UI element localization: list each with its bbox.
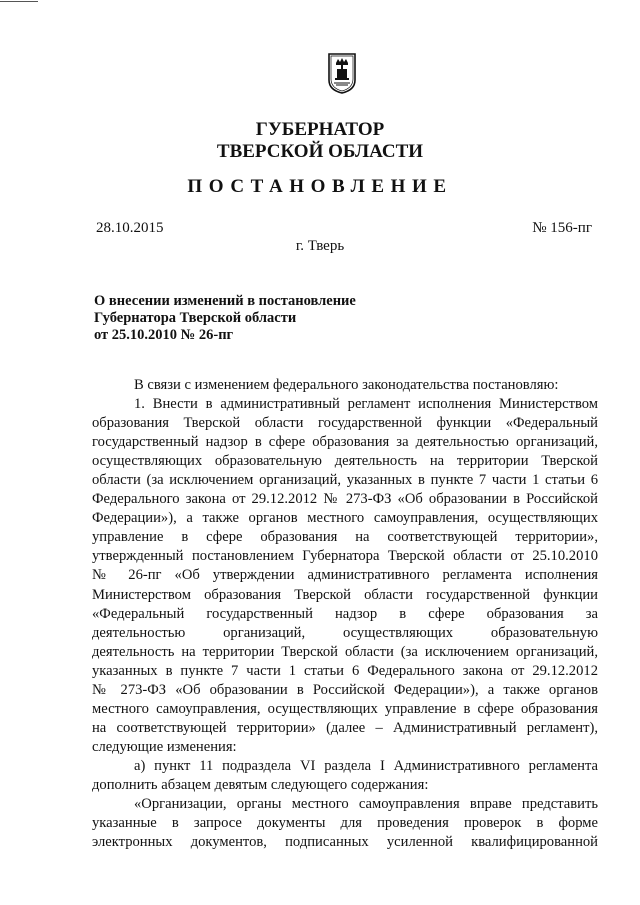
body-line: указанные в запросе документы для проведения проверок в форме (92, 815, 598, 832)
body-line: Министерством образования Тверской области государственной функции (92, 586, 598, 603)
body-line: № 26-пг «Об утверждении административного регламента исполнения (92, 567, 598, 584)
body-line: а) пункт 11 подраздела VI раздела I Административного регламента (134, 757, 598, 774)
body-line: образования Тверской области государственной функции «Федеральный (92, 415, 598, 432)
scan-edge-mark (0, 1, 38, 2)
body-line: Федерального закона от 29.12.2012 № 273-ФЗ «Об образовании в Российской (92, 491, 598, 508)
body-line: «Федеральный государственный надзор в сфере образования за (92, 605, 598, 622)
document-number: № 156-пг (532, 220, 592, 236)
subject-line: от 25.10.2010 № 26-пг (94, 327, 234, 343)
document-city: г. Тверь (295, 238, 345, 254)
body-line: 1. Внести в административный регламент исполнения Министерством (134, 396, 598, 413)
body-line: дополнить абзацем девятым следующего содержания: (92, 776, 429, 793)
body-line: управление в сфере образования на соответствующей территории», (92, 529, 598, 546)
coat-of-arms-icon (328, 52, 356, 94)
body-line: деятельностью организаций, осуществляющих образовательную (92, 624, 598, 641)
subject-line: О внесении изменений в постановление (94, 293, 356, 309)
body-line: указанных в пункте 7 части 1 статьи 6 Федерального закона от 29.12.2012 (92, 662, 598, 679)
body-line: местного самоуправления, осуществляющих управление в сфере образования (92, 700, 598, 717)
body-line: на соответствующей территории» (далее – Административный регламент), (92, 719, 598, 736)
body-line: осуществляющих образовательную деятельность на территории Тверской (92, 453, 598, 470)
region-heading: ТВЕРСКОЙ ОБЛАСТИ (216, 141, 424, 162)
body-line: Федерации»), а также органов местного самоуправления, осуществляющих (92, 510, 598, 527)
body-line: утвержденный постановлением Губернатора Тверской области от 25.10.2010 (92, 548, 598, 565)
subject-line: Губернатора Тверской области (94, 310, 297, 326)
document-subject (94, 293, 414, 344)
body-line: № 273-ФЗ «Об образовании в Российской Федерации»), а также органов (92, 681, 598, 698)
document-date: 28.10.2015 (96, 220, 164, 236)
document-body (92, 376, 598, 852)
body-line: следующие изменения: (92, 738, 237, 755)
body-line: области (за исключением организаций, указанных в пункте 7 части 1 статьи 6 (92, 472, 598, 489)
document-type-heading: ПОСТАНОВЛЕНИЕ (187, 176, 453, 197)
body-line: деятельность на территории Тверской области (за исключением организаций, (92, 643, 598, 660)
body-line: электронных документов, подписанных усиленной квалифицированной (92, 834, 598, 851)
governor-heading: ГУБЕРНАТОР (255, 119, 385, 140)
body-line: государственный надзор в сфере образования за деятельностью организаций, (92, 434, 598, 451)
body-line: «Организации, органы местного самоуправления вправе представить (134, 796, 598, 813)
body-line: В связи с изменением федерального законодательства постановляю: (134, 377, 559, 393)
